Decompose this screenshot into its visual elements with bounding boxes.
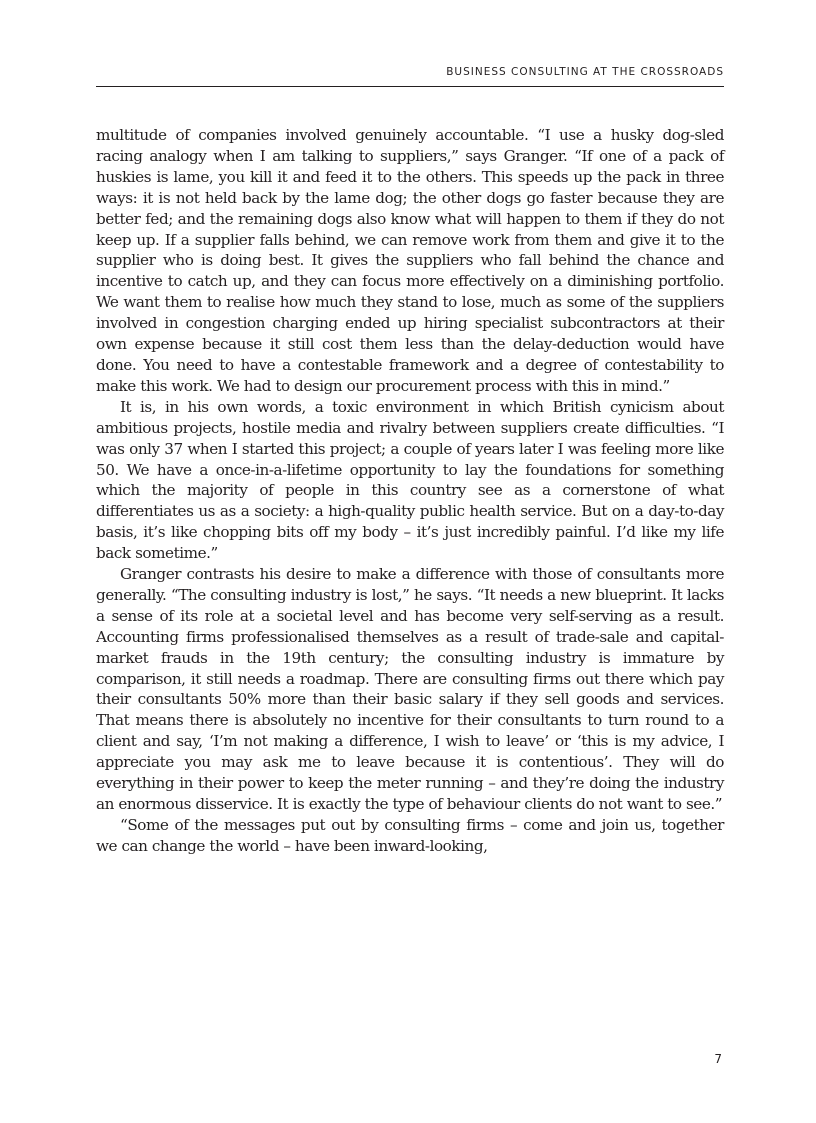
paragraph-2: It is, in his own words, a toxic environment in which British cynicism about ambitious projects, hostile media and rivalry between suppliers create difficulties. “I was only 37 when I started this project; a couple of years later I was feeling more like 50. We have a once-in-a-lifetime opportunity to lay the foundations for something which the majority of people in this country see as a cornerstone of what differentiates us as a society: a high-quality public health service. But on a day-to-day basis, it’s like chopping bits off my body – it’s just incredibly painful. I’d like my life back sometime.” bbox=[96, 397, 724, 563]
paragraph-4: “Some of the messages put out by consulting firms – come and join us, together we can change the world – have been inward-looking, bbox=[96, 815, 724, 855]
page-number: 7 bbox=[714, 1052, 722, 1066]
paragraph-1: multitude of companies involved genuinely accountable. “I use a husky dog-sled racing analogy when I am talking to suppliers,” says Granger. “If one of a pack of huskies is lame, you kill it and feed it to the others. This speeds up the pack in three ways: it is not held back by the lame dog; the other dogs go faster because they are better fed; and the remaining dogs also know what will happen to them if they do not keep up. If a supplier falls behind, we can remove work from them and give it to the supplier who is doing best. It gives the suppliers who fall behind the chance and incentive to catch up, and they can focus more effectively on a diminishing portfolio. We want them to realise how much they stand to lose, much as some of the suppliers involved in congestion charging ended up hiring specialist subcontractors at their own expense because it still cost them less than the delay-deduction would have done. You need to have a contestable framework and a degree of contestability to make this work. We had to design our procurement process with this in mind.” bbox=[96, 126, 724, 395]
running-head: BUSINESS CONSULTING AT THE CROSSROADS bbox=[446, 66, 724, 78]
paragraph-3: Granger contrasts his desire to make a difference with those of consultants more generally. “The consulting industry is lost,” he says. “It needs a new blueprint. It lacks a sense of its role at a societal level and has become very self-serving as a result. Accounting firms professionalised themselves as a result of trade-sale and capital-market frauds in the 19th century; the consulting industry is immature by comparison, it still needs a roadmap. There are consulting firms out there which pay their consultants 50% more than their basic salary if they sell goods and services. That means there is absolutely no incentive for their consultants to turn round to a client and say, ‘I’m not making a difference, I wish to leave’ or ‘this is my advice, I appreciate you may ask me to leave because it is contentious’. They will do everything in their power to keep the meter running – and they’re doing the industry an enormous disservice. It is exactly the type of behaviour clients do not want to see.” bbox=[96, 565, 724, 813]
body-text bbox=[96, 125, 724, 857]
header-rule bbox=[96, 86, 724, 87]
